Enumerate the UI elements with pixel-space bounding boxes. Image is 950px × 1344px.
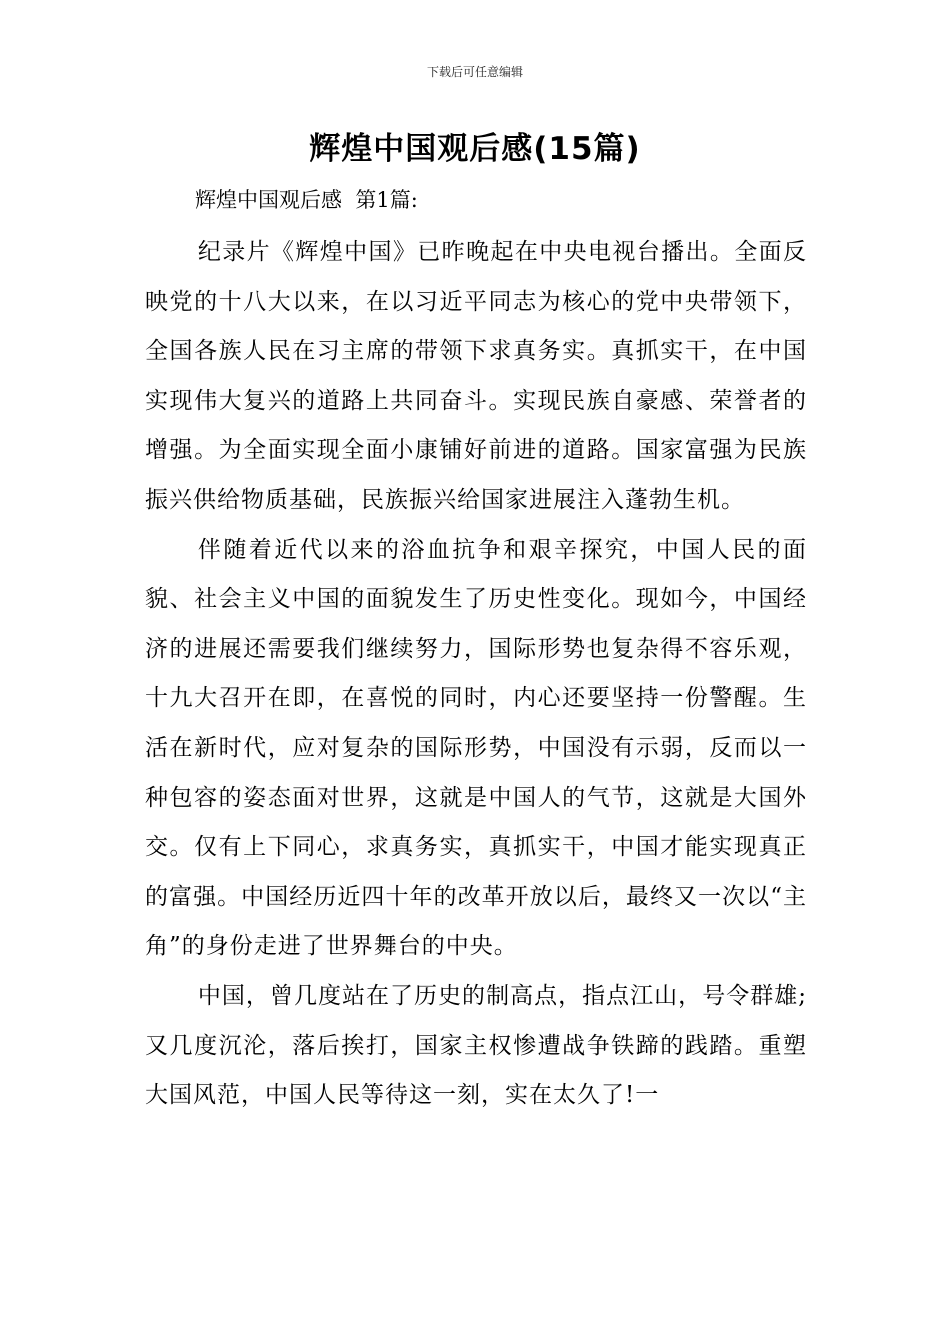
document-body: [145, 228, 807, 1121]
paragraph-3: 中国，曾几度站在了历史的制高点，指点江山，号令群雄;又几度沉沦，落后挨打，国家主权惨遭战争铁蹄的践踏。重塑大国风范，中国人民等待这一刻，实在太久了!一: [145, 982, 807, 1109]
section-subtitle: 辉煌中国观后感 第1篇:: [195, 188, 418, 212]
document-title: 辉煌中国观后感(15篇): [309, 131, 641, 167]
paragraph-1: 纪录片《辉煌中国》已昨晚起在中央电视台播出。全面反映党的十八大以来，在以习近平同志为核心的党中央带领下，全国各族人民在习主席的带领下求真务实。真抓实干，在中国实现伟大复兴的道路上共同奋斗。实现民族自豪感、荣誉者的增强。为全面实现全面小康铺好前进的道路。国家富强为民族振兴供给物质基础，民族振兴给国家进展注入蓬勃生机。: [145, 239, 807, 513]
paragraph-2: 伴随着近代以来的浴血抗争和艰辛探究，中国人民的面貌、社会主义中国的面貌发生了历史性变化。现如今，中国经济的进展还需要我们继续努力，国际形势也复杂得不容乐观，十九大召开在即，在喜悦的同时，内心还要坚持一份警醒。生活在新时代，应对复杂的国际形势，中国没有示弱，反而以一种包容的姿态面对世界，这就是中国人的气节，这就是大国外交。仅有上下同心，求真务实，真抓实干，中国才能实现真正的富强。中国经历近四十年的改革开放以后，最终又一次以“主角”的身份走进了世界舞台的中央。: [145, 536, 807, 960]
page-header-note: 下载后可任意编辑: [426, 65, 523, 79]
